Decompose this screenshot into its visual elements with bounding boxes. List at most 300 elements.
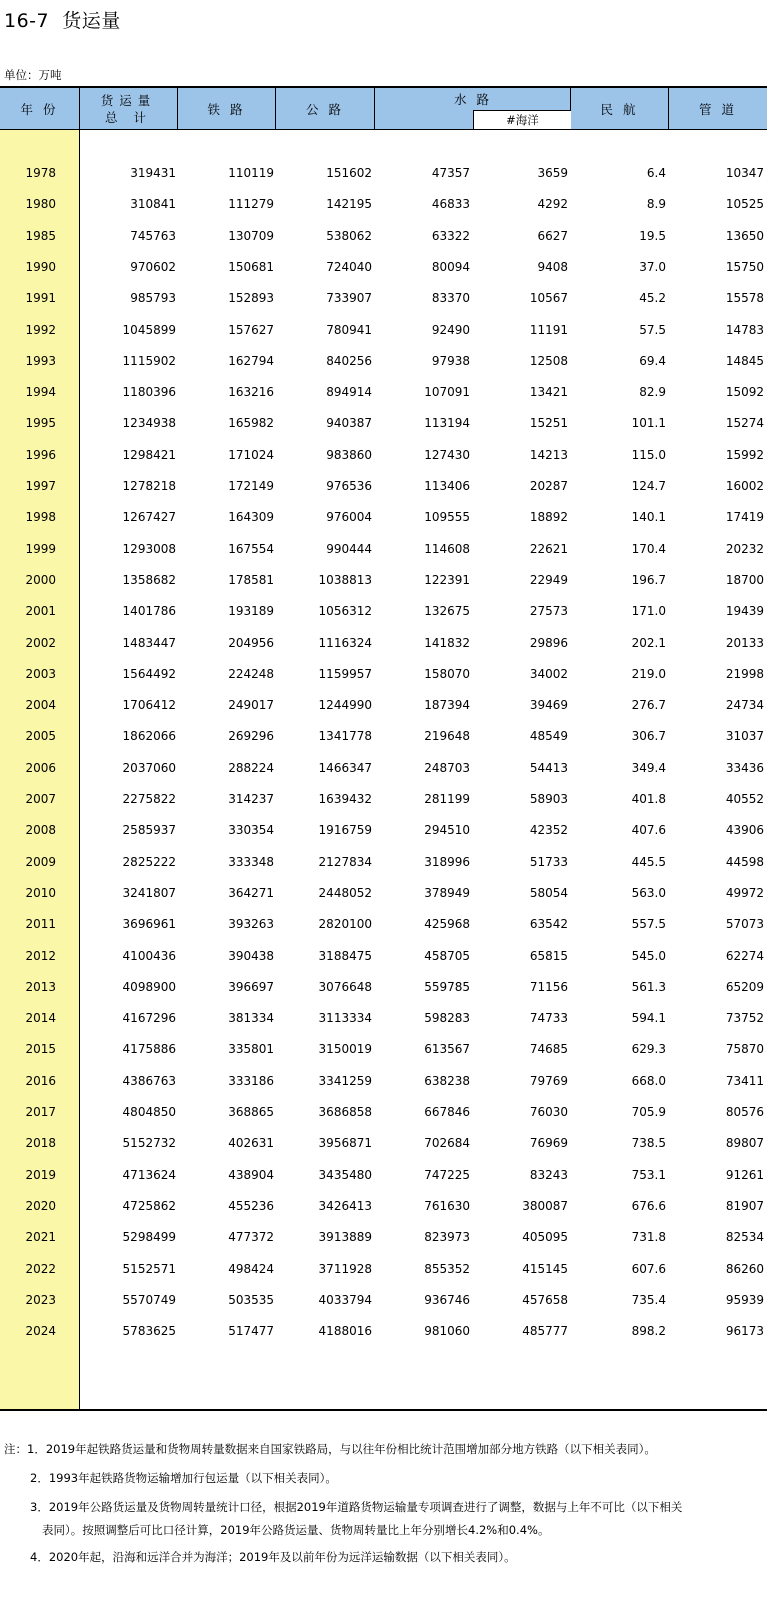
cell-air: 306.7 xyxy=(631,729,666,744)
cell-rail: 162794 xyxy=(228,353,274,368)
cell-pipe: 95939 xyxy=(725,1292,764,1307)
cell-pipe: 15274 xyxy=(725,416,764,431)
cell-water: 107091 xyxy=(424,385,470,400)
cell-pipe: 20133 xyxy=(725,635,764,650)
cell-total: 1267427 xyxy=(122,510,176,525)
cell-total: 1115902 xyxy=(122,353,176,368)
cell-road: 538062 xyxy=(326,228,372,243)
table-row xyxy=(0,320,767,340)
table-row xyxy=(0,257,767,277)
cell-sea: 74733 xyxy=(529,1011,568,1026)
cell-total: 4725862 xyxy=(122,1198,176,1213)
cell-air: 37.0 xyxy=(639,259,666,274)
cell-year: 2004 xyxy=(25,698,56,713)
cell-sea: 79769 xyxy=(529,1073,568,1088)
cell-rail: 477372 xyxy=(228,1230,274,1245)
cell-pipe: 49972 xyxy=(725,885,764,900)
cell-year: 2019 xyxy=(25,1167,56,1182)
cell-year: 2000 xyxy=(25,572,56,587)
cell-year: 2016 xyxy=(25,1073,56,1088)
cell-rail: 157627 xyxy=(228,322,274,337)
cell-rail: 455236 xyxy=(228,1198,274,1213)
cell-rail: 269296 xyxy=(228,729,274,744)
cell-sea: 22621 xyxy=(529,541,568,556)
cell-air: 8.9 xyxy=(646,197,666,212)
cell-year: 1994 xyxy=(25,385,56,400)
cell-air: 82.9 xyxy=(639,385,666,400)
cell-air: 45.2 xyxy=(639,291,666,306)
cell-total: 2585937 xyxy=(122,823,176,838)
header-total xyxy=(80,88,178,129)
cell-air: 753.1 xyxy=(631,1167,666,1182)
cell-rail: 167554 xyxy=(228,541,274,556)
table-row xyxy=(0,601,767,621)
cell-total: 4713624 xyxy=(122,1167,176,1182)
cell-year: 2023 xyxy=(25,1292,56,1307)
cell-air: 19.5 xyxy=(639,228,666,243)
cell-water: 281199 xyxy=(424,792,470,806)
note-2: 2．1993年起铁路货物运输增加行包运量（以下相关表同）。 xyxy=(30,1471,337,1485)
cell-total: 1293008 xyxy=(122,541,176,556)
cell-total: 5783625 xyxy=(122,1324,176,1339)
cell-pipe: 89807 xyxy=(725,1136,764,1151)
cell-year: 1991 xyxy=(25,291,56,306)
cell-pipe: 15992 xyxy=(725,447,764,462)
cell-pipe: 14845 xyxy=(725,353,764,368)
cell-total: 2275822 xyxy=(122,792,176,806)
cell-road: 151602 xyxy=(326,166,372,180)
header-sea: #海洋 xyxy=(473,110,571,129)
cell-rail: 364271 xyxy=(228,885,274,900)
cell-rail: 368865 xyxy=(228,1105,274,1119)
cell-total: 1564492 xyxy=(122,666,176,681)
cell-air: 276.7 xyxy=(631,698,666,713)
table-row xyxy=(0,1227,767,1247)
cell-road: 3711928 xyxy=(318,1261,372,1276)
cell-pipe: 13650 xyxy=(725,228,764,243)
cell-air: 202.1 xyxy=(631,635,666,650)
table-row xyxy=(0,852,767,872)
table-row xyxy=(0,726,767,746)
cell-total: 1180396 xyxy=(122,385,176,400)
cell-sea: 71156 xyxy=(529,979,568,994)
header-total-line2: 总 计 xyxy=(105,109,152,125)
table-row xyxy=(0,695,767,715)
table-row xyxy=(0,163,767,183)
cell-rail: 164309 xyxy=(228,510,274,525)
cell-year: 2009 xyxy=(25,854,56,869)
cell-road: 3150019 xyxy=(318,1042,372,1057)
cell-sea: 76030 xyxy=(529,1105,568,1119)
cell-water: 598283 xyxy=(424,1011,470,1026)
cell-sea: 22949 xyxy=(529,572,568,587)
table-row xyxy=(0,946,767,966)
cell-water: 425968 xyxy=(424,917,470,932)
cell-road: 1916759 xyxy=(318,823,372,838)
cell-sea: 405095 xyxy=(522,1230,568,1245)
cell-road: 1056312 xyxy=(318,604,372,619)
header-air: 民 航 xyxy=(571,88,669,129)
cell-total: 5298499 xyxy=(122,1230,176,1245)
cell-total: 3241807 xyxy=(122,885,176,900)
cell-year: 2005 xyxy=(25,729,56,744)
cell-road: 3188475 xyxy=(318,948,372,963)
cell-water: 83370 xyxy=(431,291,470,306)
cell-pipe: 80576 xyxy=(725,1105,764,1119)
cell-pipe: 10347 xyxy=(725,166,764,180)
cell-rail: 288224 xyxy=(228,760,274,775)
cell-total: 5570749 xyxy=(122,1292,176,1307)
table-row xyxy=(0,1102,767,1122)
cell-water: 667846 xyxy=(424,1105,470,1119)
cell-pipe: 62274 xyxy=(725,948,764,963)
cell-water: 378949 xyxy=(424,885,470,900)
table-row xyxy=(0,1259,767,1279)
cell-road: 4033794 xyxy=(318,1292,372,1307)
unit-label: 单位：万吨 xyxy=(4,68,62,82)
cell-rail: 224248 xyxy=(228,666,274,681)
cell-water: 113194 xyxy=(424,416,470,431)
cell-road: 894914 xyxy=(326,385,372,400)
cell-road: 3076648 xyxy=(318,979,372,994)
cell-pipe: 43906 xyxy=(725,823,764,838)
cell-total: 319431 xyxy=(130,166,176,180)
cell-air: 607.6 xyxy=(631,1261,666,1276)
cell-water: 113406 xyxy=(424,479,470,493)
table-row xyxy=(0,1039,767,1059)
cell-pipe: 75870 xyxy=(725,1042,764,1057)
cell-total: 310841 xyxy=(130,197,176,212)
cell-year: 2013 xyxy=(25,979,56,994)
cell-year: 2012 xyxy=(25,948,56,963)
cell-sea: 457658 xyxy=(522,1292,568,1307)
table-row xyxy=(0,1071,767,1091)
cell-total: 1358682 xyxy=(122,572,176,587)
cell-rail: 152893 xyxy=(228,291,274,306)
cell-air: 6.4 xyxy=(646,166,666,180)
cell-rail: 111279 xyxy=(228,197,274,212)
cell-year: 1990 xyxy=(25,259,56,274)
cell-year: 2001 xyxy=(25,604,56,619)
cell-air: 407.6 xyxy=(631,823,666,838)
cell-pipe: 31037 xyxy=(725,729,764,744)
cell-road: 3426413 xyxy=(318,1198,372,1213)
table-row xyxy=(0,914,767,934)
cell-sea: 6627 xyxy=(537,228,568,243)
cell-rail: 249017 xyxy=(228,698,274,713)
cell-water: 63322 xyxy=(431,228,470,243)
cell-rail: 204956 xyxy=(228,635,274,650)
cell-total: 4175886 xyxy=(122,1042,176,1057)
cell-air: 445.5 xyxy=(631,854,666,869)
cell-air: 705.9 xyxy=(631,1105,666,1119)
cell-air: 676.6 xyxy=(631,1198,666,1213)
cell-rail: 163216 xyxy=(228,385,274,400)
cell-road: 1466347 xyxy=(318,760,372,775)
cell-pipe: 40552 xyxy=(725,792,764,806)
cell-total: 4386763 xyxy=(122,1073,176,1088)
header-total-line1: 货运量 xyxy=(100,92,157,108)
cell-total: 1483447 xyxy=(122,635,176,650)
cell-sea: 3659 xyxy=(537,166,568,180)
cell-sea: 9408 xyxy=(537,259,568,274)
cell-road: 2127834 xyxy=(318,854,372,869)
cell-year: 2010 xyxy=(25,885,56,900)
cell-sea: 15251 xyxy=(529,416,568,431)
table-row xyxy=(0,633,767,653)
cell-total: 4804850 xyxy=(122,1105,176,1119)
cell-pipe: 19439 xyxy=(725,604,764,619)
cell-sea: 74685 xyxy=(529,1042,568,1057)
cell-pipe: 44598 xyxy=(725,854,764,869)
table-row xyxy=(0,883,767,903)
cell-sea: 29896 xyxy=(529,635,568,650)
table-row xyxy=(0,507,767,527)
cell-year: 2020 xyxy=(25,1198,56,1213)
cell-water: 458705 xyxy=(424,948,470,963)
cell-total: 985793 xyxy=(130,291,176,306)
cell-total: 3696961 xyxy=(122,917,176,932)
header-water: 水 路 xyxy=(454,92,492,107)
cell-rail: 381334 xyxy=(228,1011,274,1026)
table-row xyxy=(0,445,767,465)
table-row xyxy=(0,758,767,778)
cell-air: 124.7 xyxy=(631,479,666,493)
cell-pipe: 65209 xyxy=(725,979,764,994)
cell-water: 132675 xyxy=(424,604,470,619)
cell-year: 1980 xyxy=(25,197,56,212)
cell-rail: 393263 xyxy=(228,917,274,932)
cell-sea: 65815 xyxy=(529,948,568,963)
cell-road: 976004 xyxy=(326,510,372,525)
cell-sea: 485777 xyxy=(522,1324,568,1339)
cell-total: 5152732 xyxy=(122,1136,176,1151)
cell-year: 2003 xyxy=(25,666,56,681)
cell-road: 1341778 xyxy=(318,729,372,744)
cell-road: 780941 xyxy=(326,322,372,337)
cell-pipe: 57073 xyxy=(725,917,764,932)
cell-total: 1706412 xyxy=(122,698,176,713)
cell-sea: 27573 xyxy=(529,604,568,619)
cell-road: 840256 xyxy=(326,353,372,368)
bottom-rule xyxy=(0,1409,767,1411)
cell-air: 629.3 xyxy=(631,1042,666,1057)
cell-road: 3686858 xyxy=(318,1105,372,1119)
cell-air: 594.1 xyxy=(631,1011,666,1026)
cell-water: 109555 xyxy=(424,510,470,525)
cell-rail: 390438 xyxy=(228,948,274,963)
cell-sea: 76969 xyxy=(529,1136,568,1151)
table-row xyxy=(0,820,767,840)
cell-water: 559785 xyxy=(424,979,470,994)
cell-total: 4098900 xyxy=(122,979,176,994)
cell-air: 171.0 xyxy=(631,604,666,619)
page-title: 16-7 货运量 xyxy=(4,10,121,32)
cell-pipe: 15092 xyxy=(725,385,764,400)
cell-sea: 54413 xyxy=(529,760,568,775)
cell-year: 2008 xyxy=(25,823,56,838)
cell-road: 1038813 xyxy=(318,572,372,587)
cell-year: 1998 xyxy=(25,510,56,525)
cell-sea: 58903 xyxy=(529,792,568,806)
cell-air: 735.4 xyxy=(631,1292,666,1307)
cell-sea: 42352 xyxy=(529,823,568,838)
cell-air: 57.5 xyxy=(639,322,666,337)
cell-rail: 171024 xyxy=(228,447,274,462)
cell-rail: 503535 xyxy=(228,1292,274,1307)
table-row xyxy=(0,226,767,246)
cell-water: 981060 xyxy=(424,1324,470,1339)
cell-water: 248703 xyxy=(424,760,470,775)
cell-year: 1985 xyxy=(25,228,56,243)
cell-road: 2820100 xyxy=(318,917,372,932)
cell-water: 114608 xyxy=(424,541,470,556)
header-year: 年 份 xyxy=(0,88,80,129)
cell-water: 936746 xyxy=(424,1292,470,1307)
table-row xyxy=(0,1165,767,1185)
cell-total: 4167296 xyxy=(122,1011,176,1026)
cell-year: 2021 xyxy=(25,1230,56,1245)
cell-road: 1639432 xyxy=(318,792,372,806)
cell-water: 761630 xyxy=(424,1198,470,1213)
cell-rail: 165982 xyxy=(228,416,274,431)
cell-water: 638238 xyxy=(424,1073,470,1088)
cell-sea: 39469 xyxy=(529,698,568,713)
cell-rail: 335801 xyxy=(228,1042,274,1057)
cell-pipe: 73411 xyxy=(725,1073,764,1088)
cell-sea: 12508 xyxy=(529,353,568,368)
cell-rail: 314237 xyxy=(228,792,274,806)
cell-road: 733907 xyxy=(326,291,372,306)
cell-pipe: 73752 xyxy=(725,1011,764,1026)
cell-air: 898.2 xyxy=(631,1324,666,1339)
table-row xyxy=(0,664,767,684)
cell-sea: 13421 xyxy=(529,385,568,400)
cell-total: 745763 xyxy=(130,228,176,243)
cell-water: 47357 xyxy=(431,166,470,180)
header-rail: 铁 路 xyxy=(178,88,276,129)
cell-road: 1116324 xyxy=(318,635,372,650)
cell-water: 702684 xyxy=(424,1136,470,1151)
cell-total: 1401786 xyxy=(122,604,176,619)
cell-pipe: 91261 xyxy=(725,1167,764,1182)
cell-year: 1997 xyxy=(25,479,56,493)
cell-rail: 130709 xyxy=(228,228,274,243)
cell-water: 219648 xyxy=(424,729,470,744)
cell-air: 563.0 xyxy=(631,885,666,900)
cell-sea: 48549 xyxy=(529,729,568,744)
cell-year: 2022 xyxy=(25,1261,56,1276)
cell-rail: 110119 xyxy=(228,166,274,180)
cell-water: 855352 xyxy=(424,1261,470,1276)
cell-pipe: 17419 xyxy=(725,510,764,525)
cell-pipe: 18700 xyxy=(725,572,764,587)
cell-pipe: 16002 xyxy=(725,479,764,493)
cell-sea: 380087 xyxy=(522,1198,568,1213)
cell-rail: 178581 xyxy=(228,572,274,587)
table-row xyxy=(0,1008,767,1028)
cell-pipe: 15750 xyxy=(725,259,764,274)
cell-total: 970602 xyxy=(130,259,176,274)
cell-sea: 4292 xyxy=(537,197,568,212)
cell-rail: 193189 xyxy=(228,604,274,619)
cell-total: 2825222 xyxy=(122,854,176,869)
freight-table xyxy=(0,86,767,1411)
cell-sea: 58054 xyxy=(529,885,568,900)
cell-water: 158070 xyxy=(424,666,470,681)
table-row xyxy=(0,1196,767,1216)
cell-sea: 11191 xyxy=(529,322,568,337)
cell-year: 1996 xyxy=(25,447,56,462)
cell-air: 545.0 xyxy=(631,948,666,963)
cell-water: 127430 xyxy=(424,447,470,462)
cell-sea: 415145 xyxy=(522,1261,568,1276)
cell-year: 2017 xyxy=(25,1105,56,1119)
cell-total: 1298421 xyxy=(122,447,176,462)
cell-water: 187394 xyxy=(424,698,470,713)
table-row xyxy=(0,1290,767,1310)
cell-road: 3913889 xyxy=(318,1230,372,1245)
cell-water: 318996 xyxy=(424,854,470,869)
cell-rail: 498424 xyxy=(228,1261,274,1276)
cell-road: 1159957 xyxy=(318,666,372,681)
cell-total: 1234938 xyxy=(122,416,176,431)
cell-rail: 402631 xyxy=(228,1136,274,1151)
cell-pipe: 10525 xyxy=(725,197,764,212)
cell-total: 1862066 xyxy=(122,729,176,744)
cell-water: 141832 xyxy=(424,635,470,650)
cell-sea: 10567 xyxy=(529,291,568,306)
table-header xyxy=(0,88,767,130)
cell-road: 4188016 xyxy=(318,1324,372,1339)
cell-sea: 51733 xyxy=(529,854,568,869)
table-row xyxy=(0,1321,767,1341)
cell-road: 142195 xyxy=(326,197,372,212)
cell-sea: 63542 xyxy=(529,917,568,932)
cell-rail: 333186 xyxy=(228,1073,274,1088)
table-row xyxy=(0,382,767,402)
table-row xyxy=(0,476,767,496)
cell-pipe: 14783 xyxy=(725,322,764,337)
cell-road: 3435480 xyxy=(318,1167,372,1182)
table-row xyxy=(0,570,767,590)
cell-air: 561.3 xyxy=(631,979,666,994)
cell-year: 2007 xyxy=(25,792,56,806)
cell-year: 1993 xyxy=(25,353,56,368)
cell-rail: 150681 xyxy=(228,259,274,274)
cell-year: 1999 xyxy=(25,541,56,556)
cell-road: 1244990 xyxy=(318,698,372,713)
cell-water: 80094 xyxy=(431,259,470,274)
table-row xyxy=(0,288,767,308)
cell-water: 747225 xyxy=(424,1167,470,1182)
cell-sea: 20287 xyxy=(529,479,568,493)
cell-water: 613567 xyxy=(424,1042,470,1057)
cell-year: 2015 xyxy=(25,1042,56,1057)
cell-total: 5152571 xyxy=(122,1261,176,1276)
cell-water: 46833 xyxy=(431,197,470,212)
cell-air: 731.8 xyxy=(631,1230,666,1245)
note-3: 3．2019年公路货运量及货物周转量统计口径，根据2019年道路货物运输量专项调查进行了调整，数据与上年不可比（以下相关 xyxy=(30,1500,683,1514)
cell-air: 738.5 xyxy=(631,1136,666,1151)
cell-pipe: 15578 xyxy=(725,291,764,306)
cell-pipe: 81907 xyxy=(725,1198,764,1213)
cell-air: 115.0 xyxy=(631,447,666,462)
cell-air: 557.5 xyxy=(631,917,666,932)
cell-total: 4100436 xyxy=(122,948,176,963)
table-row xyxy=(0,194,767,214)
note-4: 4．2020年起，沿海和远洋合并为海洋；2019年及以前年份为远洋运输数据（以下相关表同）。 xyxy=(30,1550,516,1564)
